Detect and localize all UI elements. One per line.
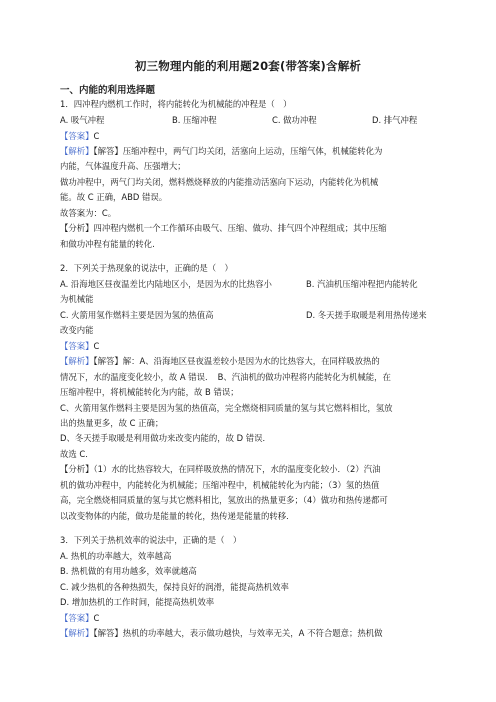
- q2-analysis-line: 情况下，水的温度变化较小，故 A 错误． B、汽油机的做功冲程将内能转化为机械能，在: [60, 372, 391, 382]
- analysis-tag: 【解析】: [60, 146, 94, 156]
- q2-option-b-cont: 为机械能: [60, 294, 94, 304]
- q2-analysis-line: 【分析】（1）水的比热容较大，在同样吸放热的情况下，水的温度变化较小．（2）汽油: [60, 464, 381, 474]
- analysis-text: 【解答】热机的功率越大，表示做功越快，与效率无关，A 不符合题意；热机做: [93, 628, 383, 638]
- q3-stem: 3．下列关于热机效率的说法中，正确的是（ ）: [60, 535, 242, 545]
- q3-option-d: D. 增加热机的工作时间，能提高热机效率: [60, 597, 215, 607]
- q2-analysis-line: 机的做功冲程中，内能转化为机械能；压缩冲程中，机械能转化为内能；（3）氢的热值: [60, 480, 380, 490]
- answer-value: C: [93, 613, 100, 623]
- q3-answer: [60, 614, 99, 622]
- q3-analysis-line: [60, 629, 382, 637]
- q2-analysis-line: C、火箭用氢作燃料主要是因为氢的热值高，完全燃烧相同质量的氢与其它燃料相比，氢放: [60, 403, 393, 413]
- q2-analysis-line: 故选 C．: [60, 449, 94, 459]
- q1-analysis-line: 能。故 C 正确，ABD 错误。: [60, 192, 168, 202]
- analysis-text: 【解答】解：A、沿海地区昼夜温差较小是因为水的比热容大，在同样吸放热的: [93, 356, 380, 366]
- q2-option-c: C. 火箭用氢作燃料主要是因为氢的热值高: [60, 310, 214, 320]
- q2-option-d: D. 冬天搓手取暖是利用热传递来: [306, 310, 427, 320]
- q1-option-d: D. 排气冲程: [372, 115, 418, 125]
- q1-analysis-line: 和做功冲程有能量的转化.: [60, 239, 155, 249]
- q1-option-b: B. 压缩冲程: [172, 115, 217, 125]
- analysis-text: 【解答】压缩冲程中，两气门均关闭，活塞向上运动，压缩气体，机械能转化为: [93, 146, 383, 156]
- answer-value: C: [93, 131, 100, 141]
- q1-answer: [60, 132, 99, 140]
- q2-answer: [60, 342, 99, 350]
- q1-analysis-line: 【分析】四冲程内燃机一个工作循环由吸气、压缩、做功、排气四个冲程组成；其中压缩: [60, 223, 387, 233]
- q2-analysis-line: 高，完全燃烧相同质量的氢与其它燃料相比，氢放出的热量更多；（4）做功和热传递都可: [60, 495, 388, 505]
- q2-option-a: A. 沿海地区昼夜温差比内陆地区小，是因为水的比热容小: [60, 279, 272, 289]
- answer-tag: 【答案】: [60, 341, 94, 351]
- q2-analysis-line: 压缩冲程中，将机械能转化为内能，故 B 错误；: [60, 387, 239, 397]
- q1-option-a: A. 吸气冲程: [60, 115, 105, 125]
- section-heading: 一、内能的利用选择题: [60, 85, 156, 96]
- q1-analysis-line: [60, 147, 382, 155]
- answer-tag: 【答案】: [60, 613, 94, 623]
- answer-value: C: [93, 341, 100, 351]
- q2-analysis-line: D、冬天搓手取暖是利用做功来改变内能的，故 D 错误．: [60, 433, 271, 443]
- q2-analysis-line: 出的热量更多，故 C 正确；: [60, 418, 164, 428]
- q1-analysis-line: 故答案为：C。: [60, 208, 117, 218]
- q3-option-c: C. 减少热机的各种热损失，保持良好的润滑，能提高热机效率: [60, 582, 289, 592]
- q2-option-d-cont: 改变内能: [60, 325, 94, 335]
- page-title: 初三物理内能的利用题20套(带答案)含解析: [134, 59, 362, 73]
- answer-tag: 【答案】: [60, 131, 94, 141]
- analysis-tag: 【解析】: [60, 356, 94, 366]
- q1-analysis-line: 内能，气体温度升高、压强增大；: [60, 161, 186, 171]
- q2-analysis-line: [60, 357, 380, 365]
- analysis-tag: 【解析】: [60, 628, 94, 638]
- q2-stem: 2．下列关于热现象的说法中，正确的是（ ）: [60, 263, 233, 273]
- q1-option-c: C. 做功冲程: [272, 115, 317, 125]
- q3-option-b: B. 热机做的有用功越多，效率就越高: [60, 566, 197, 576]
- q1-stem: 1．四冲程内燃机工作时，将内能转化为机械能的冲程是（ ）: [60, 99, 292, 109]
- q2-option-b: B. 汽油机压缩冲程把内能转化: [306, 279, 418, 289]
- q2-analysis-line: 以改变物体的内能，做功是能量的转化，热传递是能量的转移．: [60, 511, 295, 521]
- q3-option-a: A. 热机的功率越大，效率越高: [60, 551, 172, 561]
- q1-analysis-line: 做功冲程中，两气门均关闭，燃料燃烧释放的内能推动活塞向下运动，内能转化为机械: [60, 177, 379, 187]
